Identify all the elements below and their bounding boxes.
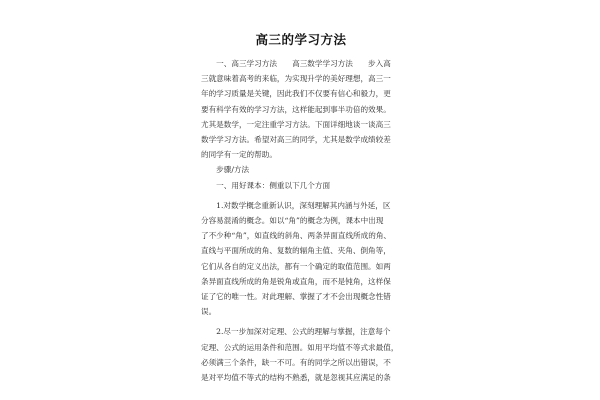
- text-line: 的同学有一定的帮助。: [201, 150, 277, 160]
- text-line: 1.对数学概念重新认识，深刻理解其内涵与外延，区: [201, 200, 391, 210]
- text-line: 要有科学有效的学习方法，这样能起到事半功倍的效果。: [201, 104, 391, 114]
- text-line: 了不少种“角”，如直线的斜角、两条异面直线所成的角、: [201, 231, 392, 241]
- text-line: 定理、公式的运用条件和范围。如用平均值不等式求最值，: [201, 342, 399, 352]
- point-2-paragraph: [201, 324, 401, 385]
- text-line: 一、用好课本：侧重以下几个方面: [201, 180, 331, 190]
- text-line: 条异面直线所成的角是锐角或直角，而不是钝角，这样保: [201, 276, 391, 286]
- text-line: 步骤/方法: [201, 165, 250, 175]
- text-line: 必须满三个条件，缺一不可。有的同学之所以出错误，不: [201, 357, 391, 367]
- text-line: 是对平均值不等式的结构不熟悉，就是忽视其应满足的条: [201, 373, 391, 383]
- document-title: 高三的学习方法: [255, 32, 347, 47]
- steps-heading: [201, 162, 401, 177]
- text-line: 一、高三学习方法 高三数学学习方法 步入高: [201, 59, 391, 68]
- text-line: 误。: [201, 307, 217, 317]
- text-line: 2.尽一步加深对定理、公式的理解与掌握，注意每个: [201, 327, 391, 337]
- text-line: 尤其是数学，一定注重学习方法。下面详细地谈一谈高三: [201, 119, 391, 129]
- text-line: 直线与平面所成的角、复数的辐角主值、夹角、倒角等，: [201, 246, 391, 256]
- text-line: 它们从各自的定义出法，都有一个确定的取值范围。如两: [201, 261, 391, 271]
- section-heading: [201, 178, 401, 193]
- text-line: 分容易混淆的概念。如以“角”的概念为例，课本中出现: [201, 216, 384, 226]
- document-page: [201, 30, 401, 385]
- point-1-paragraph: [201, 198, 401, 320]
- text-line: 年的学习质量是关键，因此我们不仅要有信心和毅力，更: [201, 89, 391, 99]
- text-line: 三就意味着高考的来临，为实现升学的美好理想，高三一: [201, 74, 391, 84]
- text-line: 证了它的唯一性。对此理解、掌握了才不会出现概念性错: [201, 292, 391, 302]
- intro-paragraph: [201, 56, 401, 162]
- text-line: 数学学习方法。希望对高三的同学，尤其是数学成绩较差: [201, 135, 391, 145]
